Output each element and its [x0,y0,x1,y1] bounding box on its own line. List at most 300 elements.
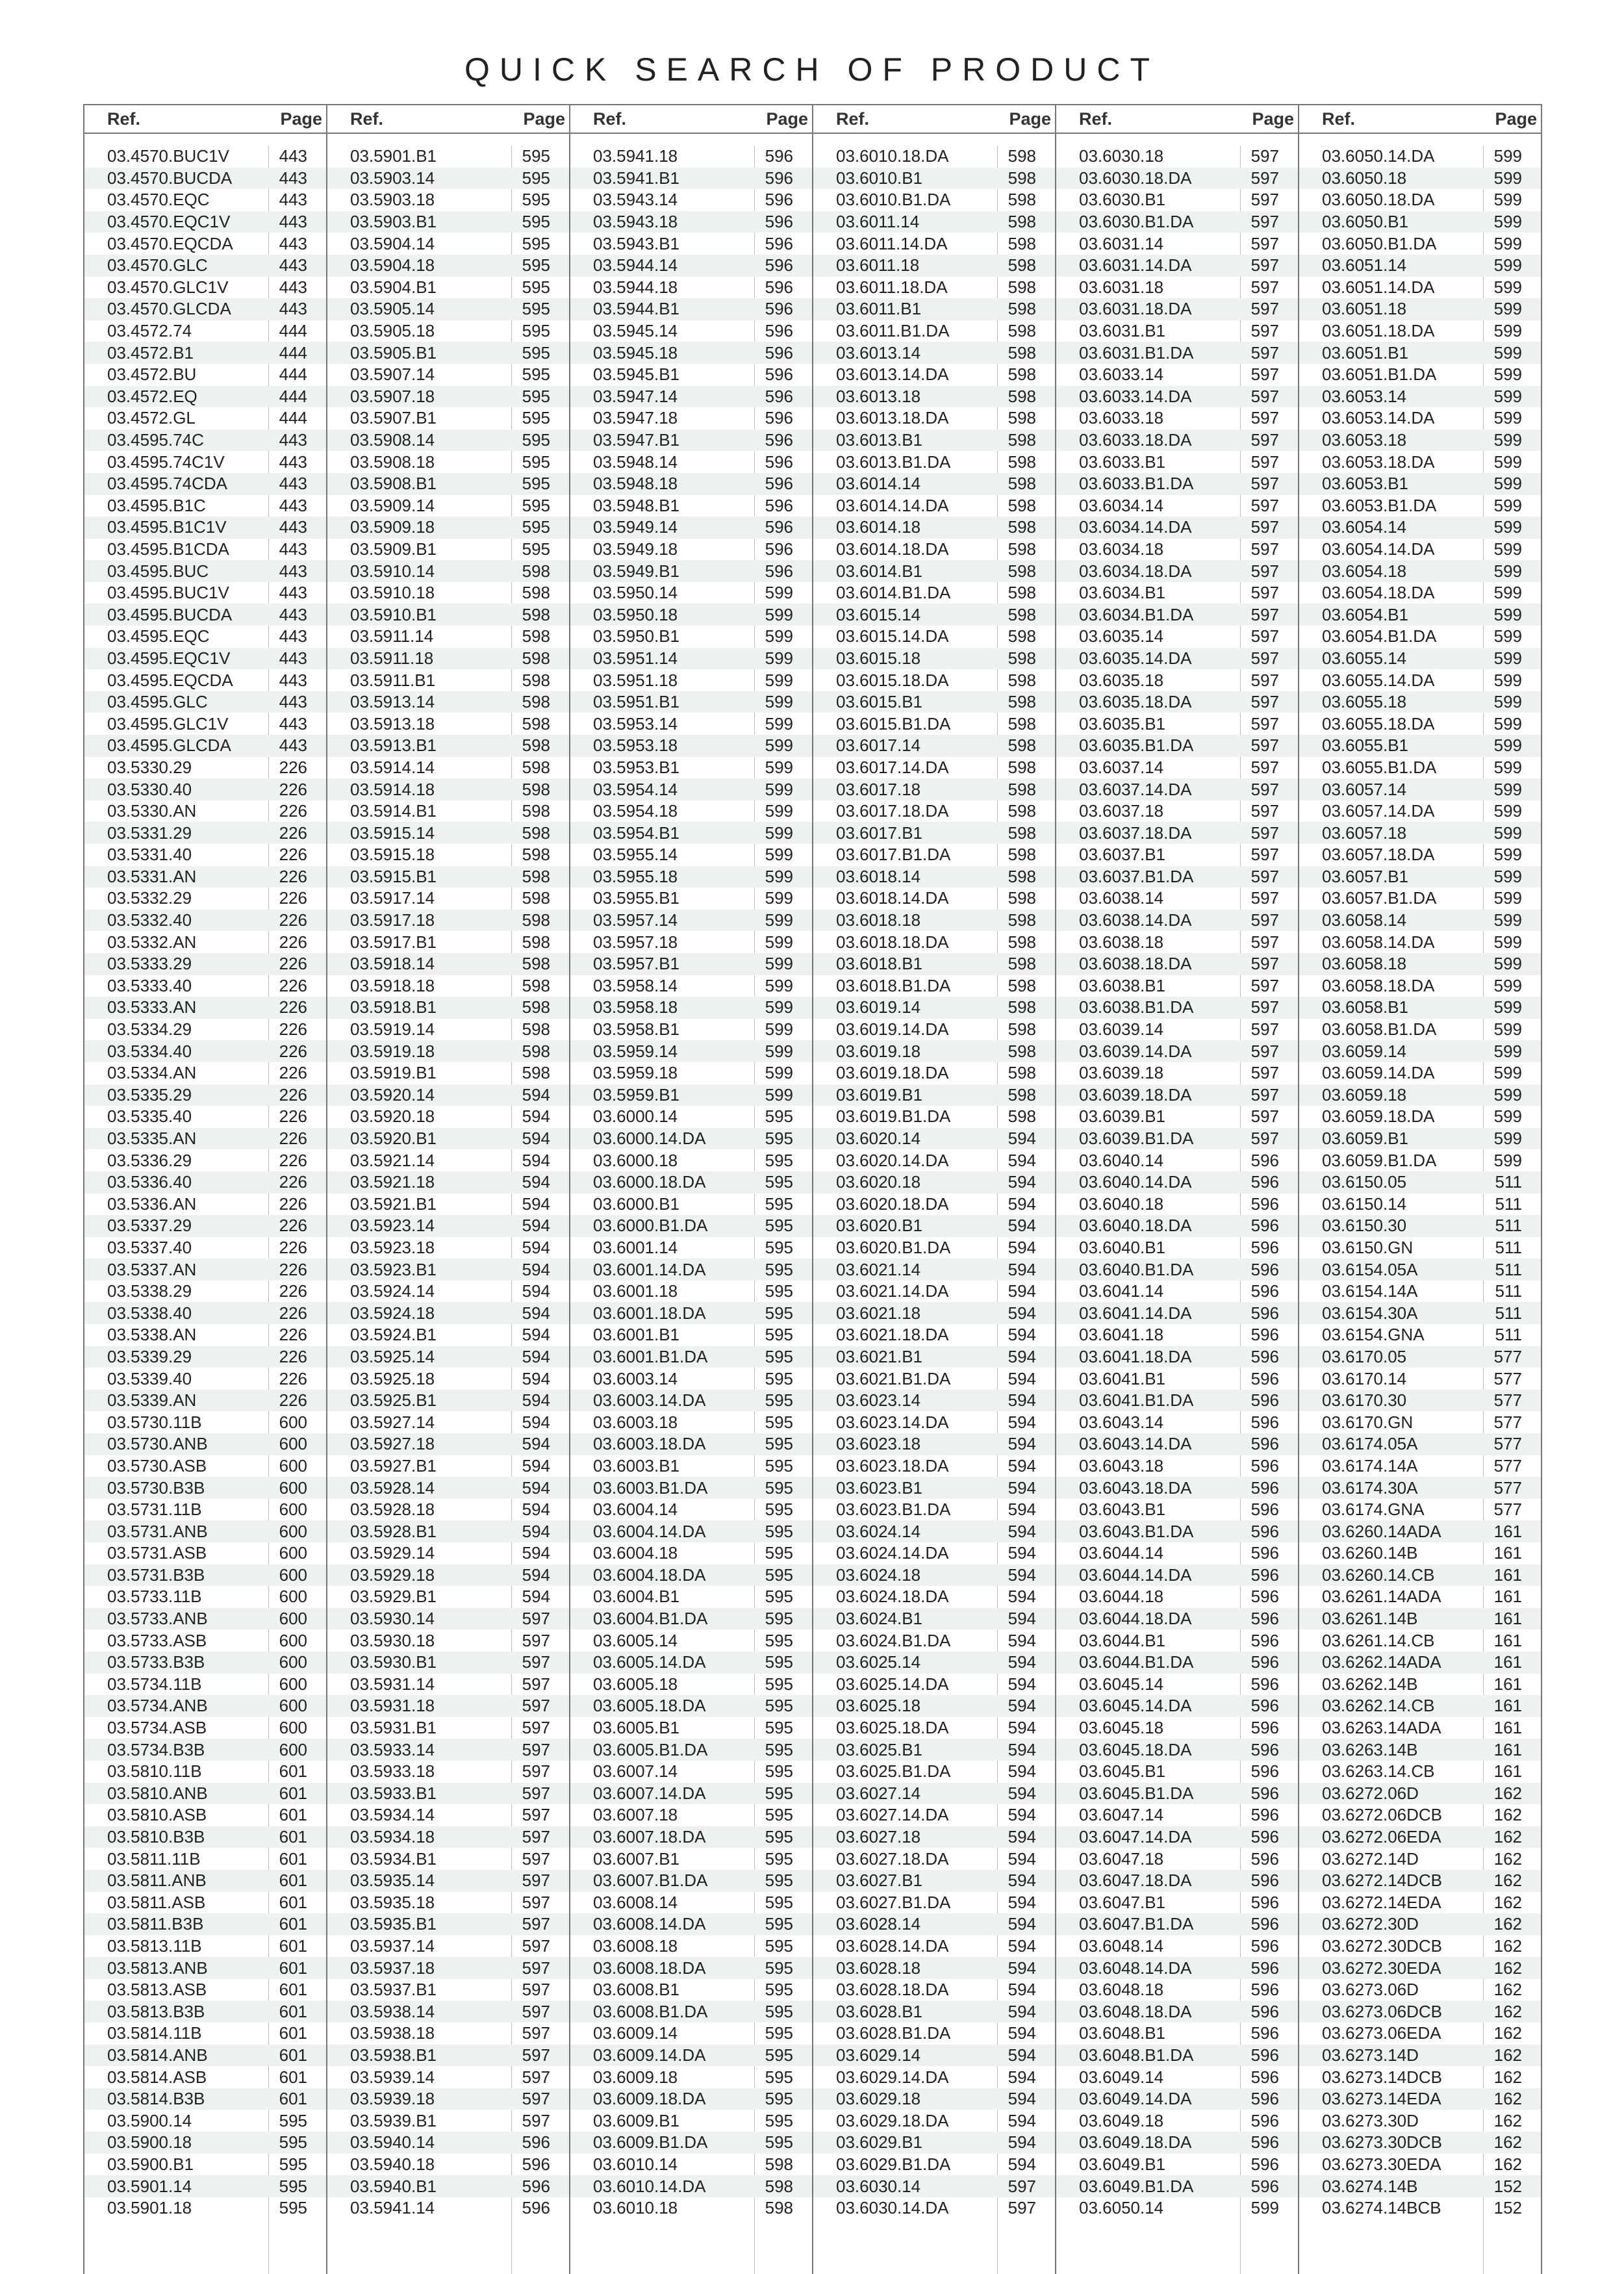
ref-cell: 03.6054.B1.DA [1322,626,1437,646]
page-cell: 226 [279,1216,307,1236]
ref-cell: 03.5954.B1 [593,823,680,843]
page-cell: 601 [279,2045,307,2065]
table-row [570,1433,812,1455]
table-row [327,1717,569,1739]
ref-cell: 03.6273.14EDA [1322,2089,1441,2109]
table-row [84,975,326,997]
page-cell: 601 [279,1761,307,1782]
ref-cell: 03.5950.14 [593,583,678,603]
table-row [813,1499,1055,1521]
ref-cell: 03.6000.14.DA [593,1129,706,1149]
ref-cell: 03.6003.B1 [593,1455,680,1476]
page-cell: 599 [765,692,793,712]
page-cell: 595 [522,495,550,515]
page-cell: 597 [1250,910,1279,930]
table-row [84,1019,326,1041]
table-row [327,1040,569,1062]
table-row [1056,1892,1298,1914]
page-cell: 598 [522,823,550,843]
page-cell: 598 [1008,1106,1036,1127]
page-cell: 594 [522,1084,550,1105]
page-cell: 599 [1493,604,1522,624]
page-cell: 598 [1008,954,1036,974]
table-row [327,1761,569,1783]
ref-cell: 03.5959.18 [593,1063,678,1083]
ref-cell: 03.5336.40 [107,1172,192,1192]
table-row [1299,691,1541,713]
page-cell: 598 [1008,1019,1036,1040]
page-cell: 599 [1493,670,1522,690]
ref-cell: 03.5917.18 [350,910,435,930]
table-row [84,800,326,823]
table-row [1299,277,1541,299]
page-cell: 597 [1250,277,1279,297]
ref-cell: 03.6050.14.DA [1322,146,1435,166]
ref-cell: 03.6029.B1.DA [836,2154,951,2174]
table-row [1299,1826,1541,1848]
table-row [570,1674,812,1696]
ref-cell: 03.6170.05 [1322,1346,1407,1366]
page-cell: 161 [1493,1565,1522,1585]
page-cell: 511 [1495,1237,1522,1257]
table-row [84,429,326,452]
page-cell: 599 [765,1041,793,1061]
table-row [84,1411,326,1433]
page-cell: 597 [1008,2198,1036,2218]
table-row [84,386,326,408]
ref-cell: 03.6263.14B [1322,1739,1418,1759]
table-row [84,1913,326,1935]
page-cell: 597 [522,1892,550,1912]
table-row [570,1695,812,1717]
page-cell: 595 [279,2110,307,2130]
table-row [84,648,326,670]
page-cell: 577 [1493,1412,1522,1432]
page-cell: 597 [1250,1106,1279,1127]
page-cell: 595 [279,2176,307,2196]
page-cell: 597 [1250,430,1279,450]
ref-cell: 03.5338.29 [107,1281,192,1301]
table-row [327,1477,569,1499]
page-cell: 599 [1493,168,1522,188]
ref-cell: 03.6050.18 [1322,168,1407,188]
ref-cell: 03.6009.B1 [593,2110,680,2130]
table-row [327,539,569,561]
page-cell: 599 [1493,845,1522,865]
ref-cell: 03.6008.B1 [593,1980,680,2000]
table-row [570,975,812,997]
page-cell: 597 [1250,1063,1279,1083]
table-row [570,1019,812,1041]
page-cell: 599 [1493,583,1522,603]
page-cell: 594 [1008,2110,1036,2130]
page-cell: 596 [1250,2089,1279,2109]
page-cell: 598 [522,975,550,995]
table-row [327,1957,569,1979]
page-cell: 594 [1008,1914,1036,1934]
ref-cell: 03.6150.GN [1322,1237,1414,1257]
ref-cell: 03.6008.18.DA [593,1958,706,1978]
header-ref: Ref. [350,109,384,129]
table-row [327,364,569,386]
page-cell: 595 [522,168,550,188]
page-cell: 598 [522,779,550,799]
table-row [1299,1957,1541,1979]
ref-cell: 03.6058.B1 [1322,997,1409,1017]
ref-cell: 03.6030.14 [836,2176,921,2196]
page-cell: 598 [1008,146,1036,166]
table-row [1299,1106,1541,1128]
ref-cell: 03.5957.B1 [593,954,680,974]
ref-cell: 03.6057.B1 [1322,866,1409,886]
table-row [813,1390,1055,1412]
page-cell: 594 [522,1477,550,1498]
table-row [84,1171,326,1194]
table-row [1299,1324,1541,1346]
table-row [813,1258,1055,1281]
table-row [327,866,569,888]
ref-cell: 03.6051.B1 [1322,342,1409,363]
page-cell: 597 [522,1652,550,1672]
ref-cell: 03.4595.B1CDA [107,539,229,559]
table-row [84,1455,326,1477]
page-cell: 226 [279,1368,307,1388]
table-row [1299,1302,1541,1324]
table-row [570,2000,812,2023]
table-row [570,1390,812,1412]
page-cell: 595 [765,1455,793,1476]
page-cell: 595 [765,1696,793,1716]
ref-cell: 03.6272.14EDA [1322,1892,1441,1912]
table-row [84,1390,326,1412]
table-row [84,1433,326,1455]
ref-cell: 03.6154.30A [1322,1303,1418,1323]
table-row [1299,713,1541,735]
page-cell: 596 [1250,1587,1279,1607]
ref-cell: 03.6030.18.DA [1079,168,1192,188]
table-row [84,407,326,429]
ref-cell: 03.5338.40 [107,1303,192,1323]
ref-cell: 03.4570.GLC [107,255,208,275]
page-cell: 597 [1250,342,1279,363]
page-cell: 595 [765,1805,793,1825]
ref-cell: 03.5900.14 [107,2110,192,2130]
table-row [84,1258,326,1281]
page-cell: 594 [522,1500,550,1520]
table-row [570,386,812,408]
ref-cell: 03.6037.18 [1079,801,1164,821]
table-row [1056,1695,1298,1717]
table-row [570,298,812,320]
table-row [570,2110,812,2132]
ref-cell: 03.6024.B1 [836,1609,923,1629]
table-row [813,997,1055,1019]
page-cell: 597 [1250,975,1279,995]
page-cell: 599 [1493,713,1522,734]
ref-cell: 03.4595.GLC [107,692,208,712]
ref-cell: 03.4595.B1C [107,495,206,515]
page-cell: 161 [1493,1521,1522,1541]
page-cell: 597 [1008,2176,1036,2196]
table-row [84,1215,326,1237]
ref-cell: 03.6001.B1.DA [593,1346,708,1366]
table-row [813,1477,1055,1499]
table-row [327,189,569,211]
page-cell: 598 [522,1041,550,1061]
ref-cell: 03.6023.B1 [836,1477,923,1498]
page-cell: 596 [1250,1194,1279,1214]
ref-cell: 03.6018.14.DA [836,888,949,908]
ref-cell: 03.6048.B1.DA [1079,2045,1194,2065]
table-row [570,1565,812,1587]
ref-cell: 03.6023.B1.DA [836,1500,951,1520]
table-row [327,2154,569,2176]
page-cell: 597 [1250,670,1279,690]
table-row [1299,2197,1541,2219]
table-row [84,517,326,539]
ref-cell: 03.5901.14 [107,2176,192,2196]
ref-cell: 03.6014.18 [836,517,921,537]
page-cell: 600 [279,1696,307,1716]
ref-cell: 03.6000.B1.DA [593,1216,708,1236]
ref-cell: 03.6019.B1.DA [836,1106,951,1127]
page-cell: 597 [1250,757,1279,777]
ref-cell: 03.5900.18 [107,2132,192,2153]
table-row [1299,1979,1541,2001]
table-row [570,1608,812,1630]
ref-cell: 03.5334.40 [107,1041,192,1061]
page-cell: 226 [279,954,307,974]
table-row [813,1433,1055,1455]
ref-cell: 03.5333.40 [107,975,192,995]
table-row [84,473,326,495]
ref-cell: 03.6059.18 [1322,1084,1407,1105]
ref-cell: 03.6025.18.DA [836,1718,949,1738]
page-cell: 598 [522,735,550,756]
ref-cell: 03.5813.B3B [107,2001,205,2021]
table-row [570,1171,812,1194]
page-cell: 599 [1493,408,1522,428]
table-row [813,1848,1055,1870]
page-cell: 598 [522,954,550,974]
ref-cell: 03.6011.B1.DA [836,321,950,341]
page-cell: 599 [765,1019,793,1040]
ref-cell: 03.6003.18 [593,1412,678,1432]
page-cell: 598 [522,626,550,646]
page-cell: 599 [1493,823,1522,843]
table-row [813,1455,1055,1477]
ref-cell: 03.5930.18 [350,1630,435,1650]
page-cell: 443 [279,190,307,210]
ref-cell: 03.5336.29 [107,1150,192,1170]
table-row [570,800,812,823]
table-row [1056,1804,1298,1826]
page-cell: 599 [1493,954,1522,974]
index-column-6 [1299,104,1542,2274]
ref-cell: 03.4595.B1C1V [107,517,227,537]
table-row [84,1149,326,1171]
ref-cell: 03.6049.18 [1079,2110,1164,2130]
page-cell: 595 [765,1914,793,1934]
table-row [84,2154,326,2176]
page-cell: 511 [1495,1303,1522,1323]
table-row [327,1411,569,1433]
page-cell: 594 [1008,1259,1036,1279]
page-cell: 598 [522,801,550,821]
page-cell: 595 [765,1172,793,1192]
page-cell: 161 [1493,1674,1522,1694]
ref-cell: 03.6017.B1 [836,823,923,843]
ref-cell: 03.6047.B1 [1079,1892,1166,1912]
page-cell: 598 [522,888,550,908]
page-cell: 598 [1008,670,1036,690]
table-row [813,386,1055,408]
table-row [570,1892,812,1914]
page-cell: 444 [279,386,307,406]
page-cell: 152 [1493,2198,1522,2218]
ref-cell: 03.5959.14 [593,1041,678,1061]
page-cell: 595 [765,1259,793,1279]
ref-cell: 03.5929.14 [350,1543,435,1563]
table-row [327,844,569,866]
table-row [1299,342,1541,364]
table-row [570,364,812,386]
table-row [1056,997,1298,1019]
table-row [570,582,812,604]
page-cell: 597 [1250,212,1279,232]
ref-cell: 03.6027.14 [836,1783,921,1803]
ref-cell: 03.5810.11B [107,1761,202,1782]
page-cell: 594 [1008,1237,1036,1257]
table-row [570,866,812,888]
ref-cell: 03.6029.14 [836,2045,921,2065]
page-cell: 443 [279,583,307,603]
column-header [1299,104,1541,134]
page-cell: 595 [765,2045,793,2065]
table-row [1299,1390,1541,1412]
page-cell: 601 [279,2001,307,2021]
table-row [1056,1149,1298,1171]
page-cell: 597 [1250,561,1279,581]
page-cell: 601 [279,1827,307,1847]
table-row [84,735,326,757]
ref-cell: 03.5733.ASB [107,1630,207,1650]
ref-cell: 03.6263.14ADA [1322,1718,1441,1738]
page-cell: 596 [1250,1172,1279,1192]
ref-cell: 03.6001.14.DA [593,1259,706,1279]
table-row [84,2110,326,2132]
ref-cell: 03.6049.B1.DA [1079,2176,1194,2196]
column-header [570,104,812,134]
page-cell: 595 [522,255,550,275]
table-row [1056,1258,1298,1281]
page-cell: 161 [1493,1696,1522,1716]
table-row [813,1674,1055,1696]
ref-cell: 03.5909.14 [350,495,435,515]
ref-cell: 03.6007.18.DA [593,1827,706,1847]
ref-cell: 03.6044.14 [1079,1543,1164,1563]
ref-cell: 03.6040.B1 [1079,1237,1166,1257]
page-cell: 598 [1008,168,1036,188]
page-cell: 597 [1250,823,1279,843]
ref-cell: 03.6025.14 [836,1652,921,1672]
ref-cell: 03.6017.18.DA [836,801,949,821]
page-cell: 596 [765,561,793,581]
page-cell: 595 [522,190,550,210]
page-cell: 594 [1008,2001,1036,2021]
ref-cell: 03.5944.B1 [593,299,680,319]
table-row [84,1062,326,1084]
table-row [1299,429,1541,452]
ref-cell: 03.5947.14 [593,386,678,406]
table-row [813,1520,1055,1542]
ref-cell: 03.6045.18.DA [1079,1739,1192,1759]
table-row [327,255,569,277]
table-row [84,1695,326,1717]
page-cell: 595 [765,1958,793,1978]
page-cell: 596 [1250,1761,1279,1782]
ref-cell: 03.5730.ANB [107,1434,208,1454]
page-cell: 595 [765,1346,793,1366]
page-cell: 596 [1250,1500,1279,1520]
table-row [1299,1739,1541,1761]
table-row [327,1194,569,1216]
ref-cell: 03.6028.14 [836,1914,921,1934]
page-cell: 594 [1008,1325,1036,1345]
page-cell: 595 [522,146,550,166]
ref-cell: 03.5810.B3B [107,1827,205,1847]
page-cell: 577 [1493,1434,1522,1454]
ref-cell: 03.5920.18 [350,1106,435,1127]
table-row [84,1084,326,1106]
table-row [813,975,1055,997]
page-cell: 597 [1250,190,1279,210]
ref-cell: 03.6010.14 [593,2154,678,2174]
ref-cell: 03.6154.05A [1322,1259,1418,1279]
table-row [1056,1324,1298,1346]
table-row [1299,451,1541,473]
table-row [1299,1194,1541,1216]
page-cell: 443 [279,212,307,232]
page-cell: 226 [279,757,307,777]
page-cell: 596 [1250,1630,1279,1650]
ref-cell: 03.5951.18 [593,670,678,690]
page-cell: 599 [765,866,793,886]
page-cell: 594 [1008,1368,1036,1388]
ref-cell: 03.5943.14 [593,190,678,210]
ref-cell: 03.5731.ANB [107,1521,208,1541]
table-row [813,2197,1055,2219]
ref-cell: 03.6000.14 [593,1106,678,1127]
page-cell: 599 [1493,190,1522,210]
ref-cell: 03.5813.ASB [107,1980,207,2000]
table-row [84,1520,326,1542]
table-row [84,320,326,342]
ref-cell: 03.6055.B1 [1322,735,1409,756]
page-cell: 595 [279,2198,307,2218]
table-row [813,168,1055,190]
header-page: Page [1009,109,1051,129]
ref-cell: 03.6150.30 [1322,1216,1407,1236]
table-row [1299,1368,1541,1390]
table-row [1299,539,1541,561]
ref-cell: 03.6019.18 [836,1041,921,1061]
ref-cell: 03.6044.14.DA [1079,1565,1192,1585]
page-cell: 599 [765,801,793,821]
ref-cell: 03.6014.14.DA [836,495,949,515]
ref-cell: 03.5733.B3B [107,1652,205,1672]
table-row [1056,669,1298,691]
